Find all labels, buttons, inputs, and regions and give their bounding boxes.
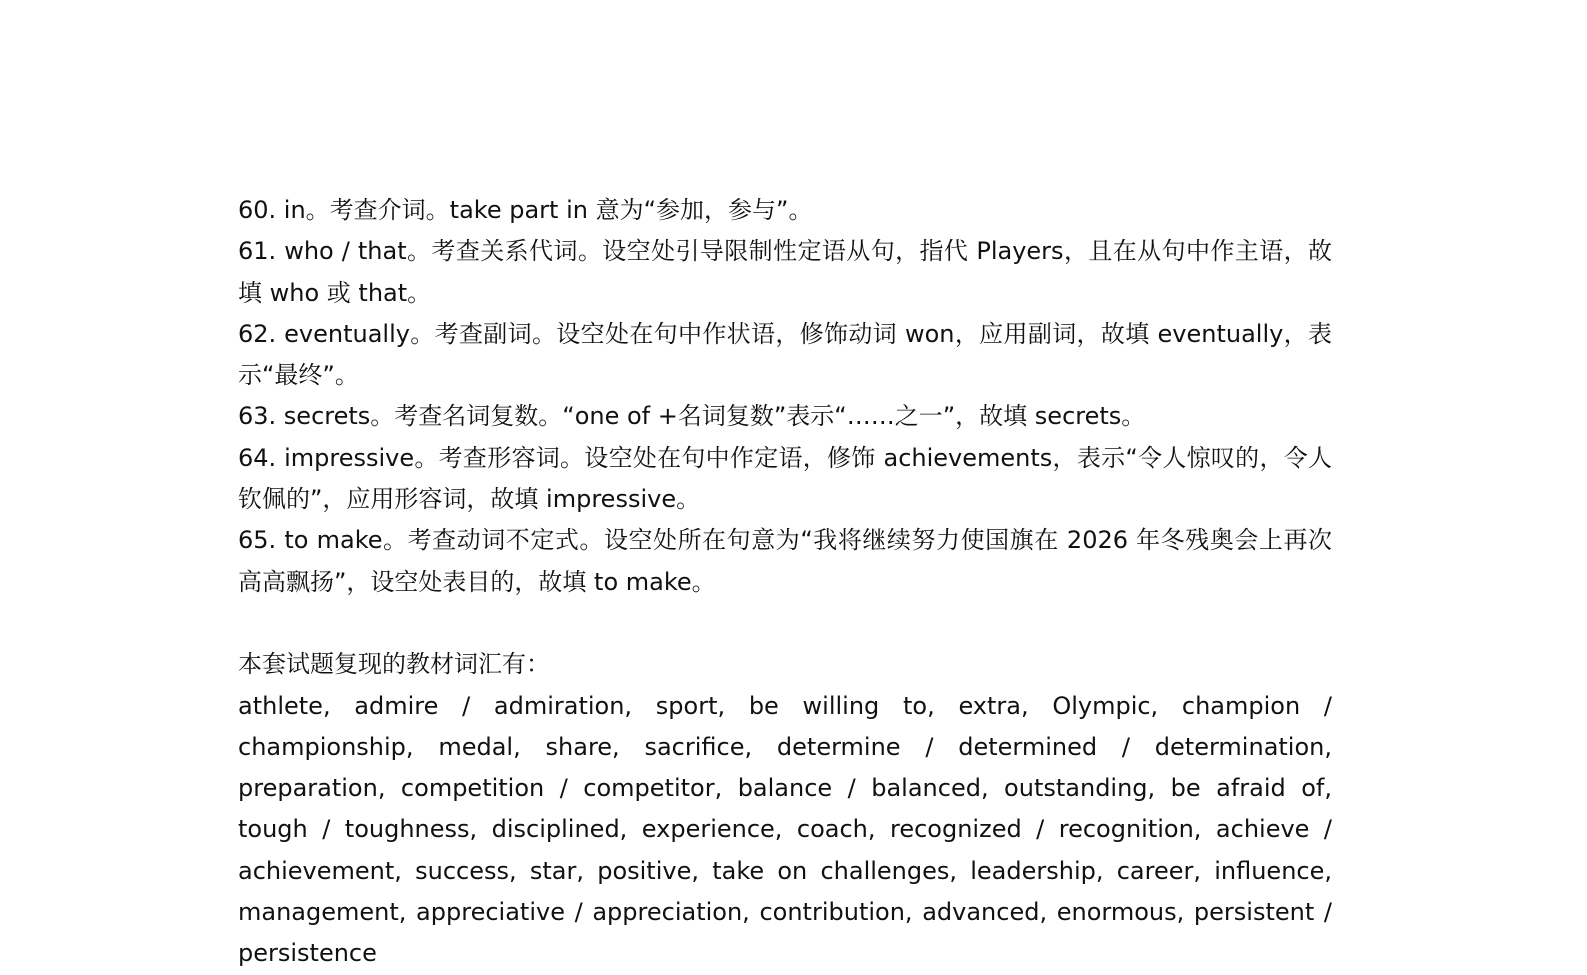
answer-65: 65. to make。考查动词不定式。设空处所在句意为“我将继续努力使国旗在 2026 年冬残奥会上再次高高飘扬”，设空处表目的，故填 to make。 [238,526,1332,596]
vocabulary-list: athlete, admire / admiration, sport, be willing to, extra, Olympic, champion / championship, medal, share, sacrifice, determine / determined / determination, preparation, competition / competitor, balance / balanced, outstanding, be afraid of, tough / toughness, disciplined, experience, coach, recognized / recognition, achieve / achievement, success, star, positive, take on challenges, leadership, career, influence, management, appreciative / appreciation, contribution, advanced, enormous, persistent / persistence [238,691,1332,968]
document-content [238,190,1332,975]
answer-62: 62. eventually。考查副词。设空处在句中作状语，修饰动词 won，应用副词，故填 eventually，表示“最终”。 [238,319,1332,390]
vocabulary-heading: 本套试题复现的教材词汇有： [238,650,550,679]
answer-60: 60. in。考查介词。take part in 意为“参加，参与”。 [238,196,813,224]
answer-64: 64. impressive。考查形容词。设空处在句中作定语，修饰 achievements，表示“令人惊叹的，令人钦佩的”，应用形容词，故填 impressive。 [238,443,1332,514]
answer-63: 63. secrets。考查名词复数。“one of +名词复数”表示“……之一”，故填 secrets。 [238,402,1146,431]
answer-61: 61. who / that。考查关系代词。设空处引导限制性定语从句，指代 Players，且在从句中作主语，故填 who 或 that。 [238,237,1332,307]
spacer [238,603,1332,644]
